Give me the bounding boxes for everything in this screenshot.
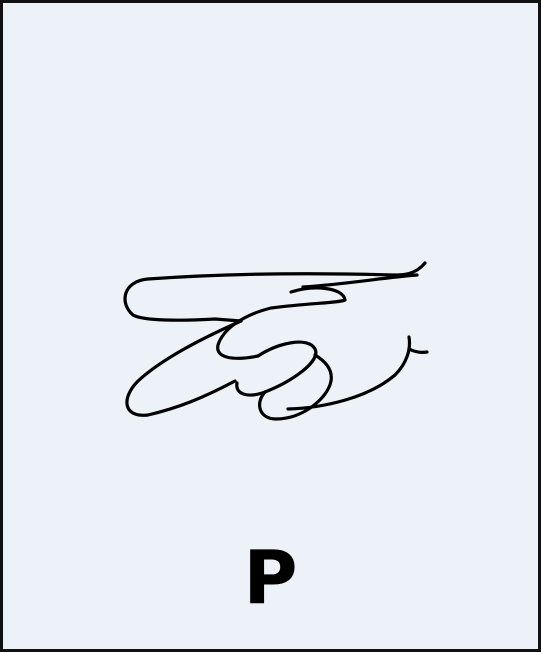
- letter-label: P: [243, 535, 298, 621]
